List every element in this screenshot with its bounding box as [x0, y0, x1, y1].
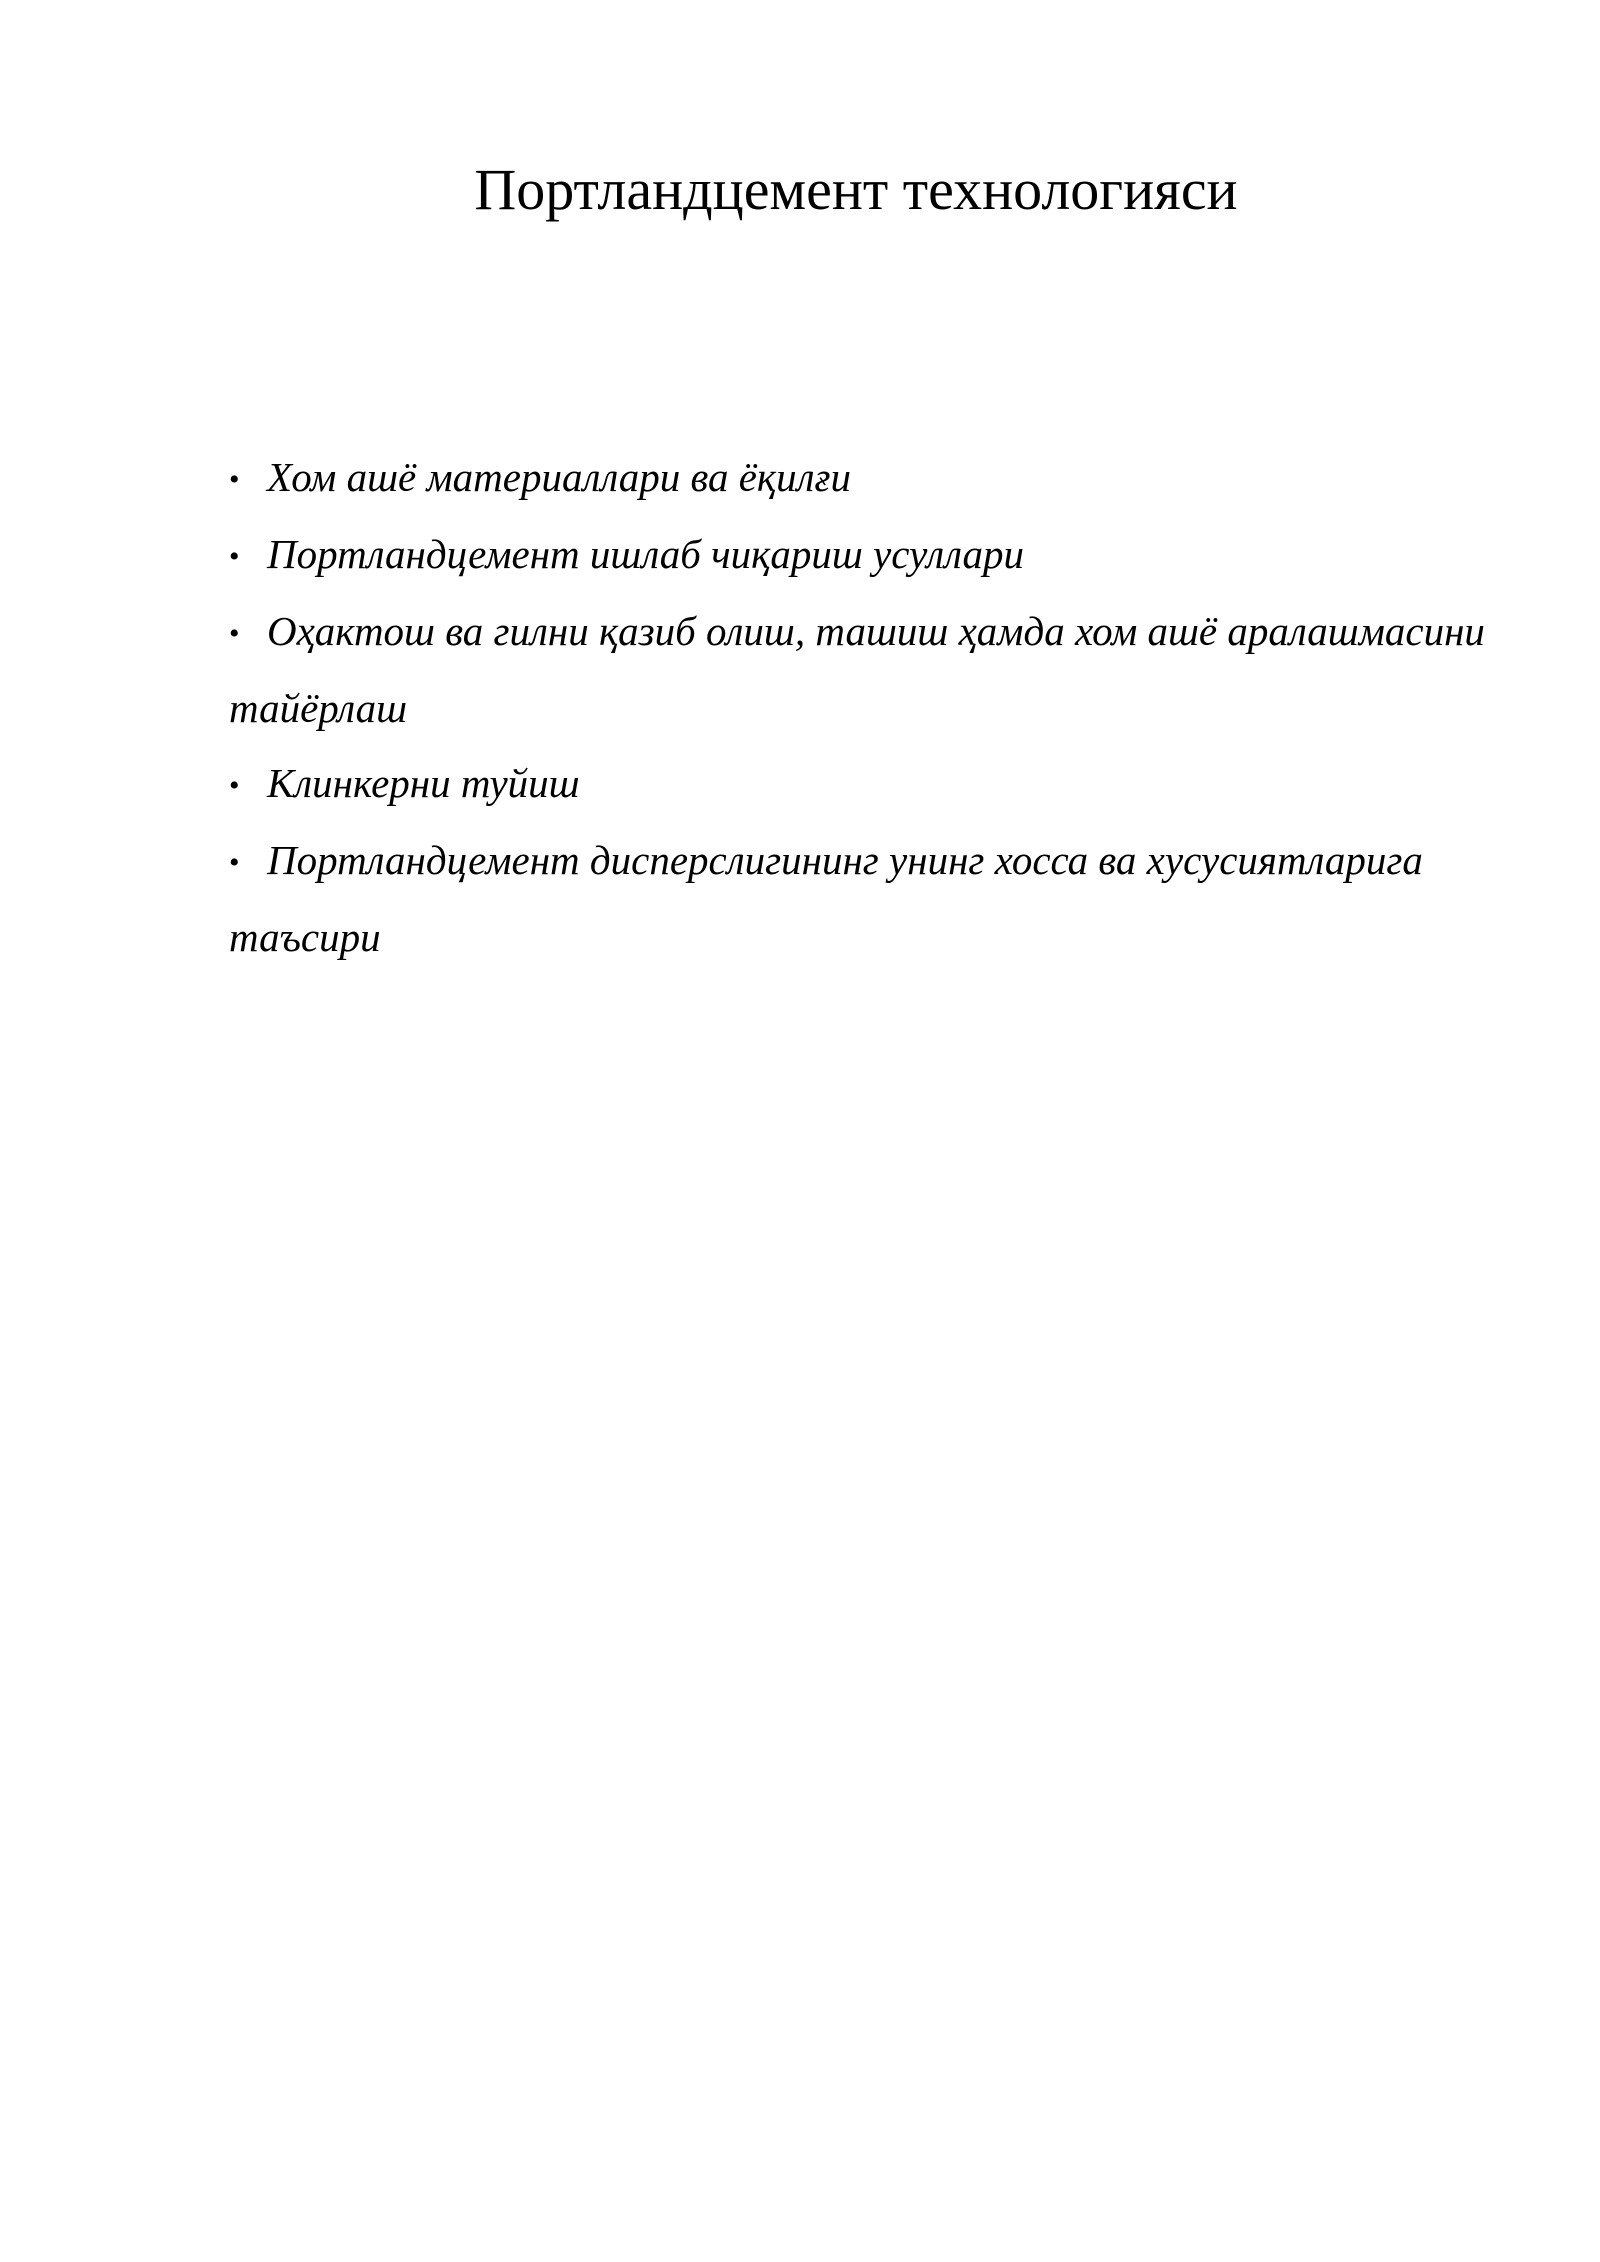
list-item: [229, 746, 1529, 823]
list-item-text: Оҳактош ва гилни қазиб олиш, ташиш ҳамда хом ашё аралашмасини тайёрлаш: [229, 608, 1485, 731]
bullet-icon: •: [229, 769, 240, 802]
list-item-text: Портландцемент ишлаб чиқариш усуллари: [267, 531, 1024, 577]
list-item-text: Портландцемент дисперслигининг унинг хосса ва хусусиятларига таъсири: [229, 837, 1423, 960]
bullet-icon: •: [229, 540, 240, 573]
bullet-icon: •: [229, 463, 240, 496]
list-item: [229, 517, 1529, 594]
page-title: Портландцемент технологияси: [474, 157, 1238, 222]
list-item-text: Клинкерни туйиш: [267, 760, 580, 806]
topic-list: [229, 440, 1529, 975]
bullet-icon: •: [229, 617, 240, 650]
list-item-text: Хом ашё материаллари ва ёқилғи: [267, 454, 851, 500]
list-item: [229, 594, 1529, 746]
list-item: [229, 440, 1529, 517]
bullet-icon: •: [229, 846, 240, 879]
list-item: [229, 823, 1529, 975]
